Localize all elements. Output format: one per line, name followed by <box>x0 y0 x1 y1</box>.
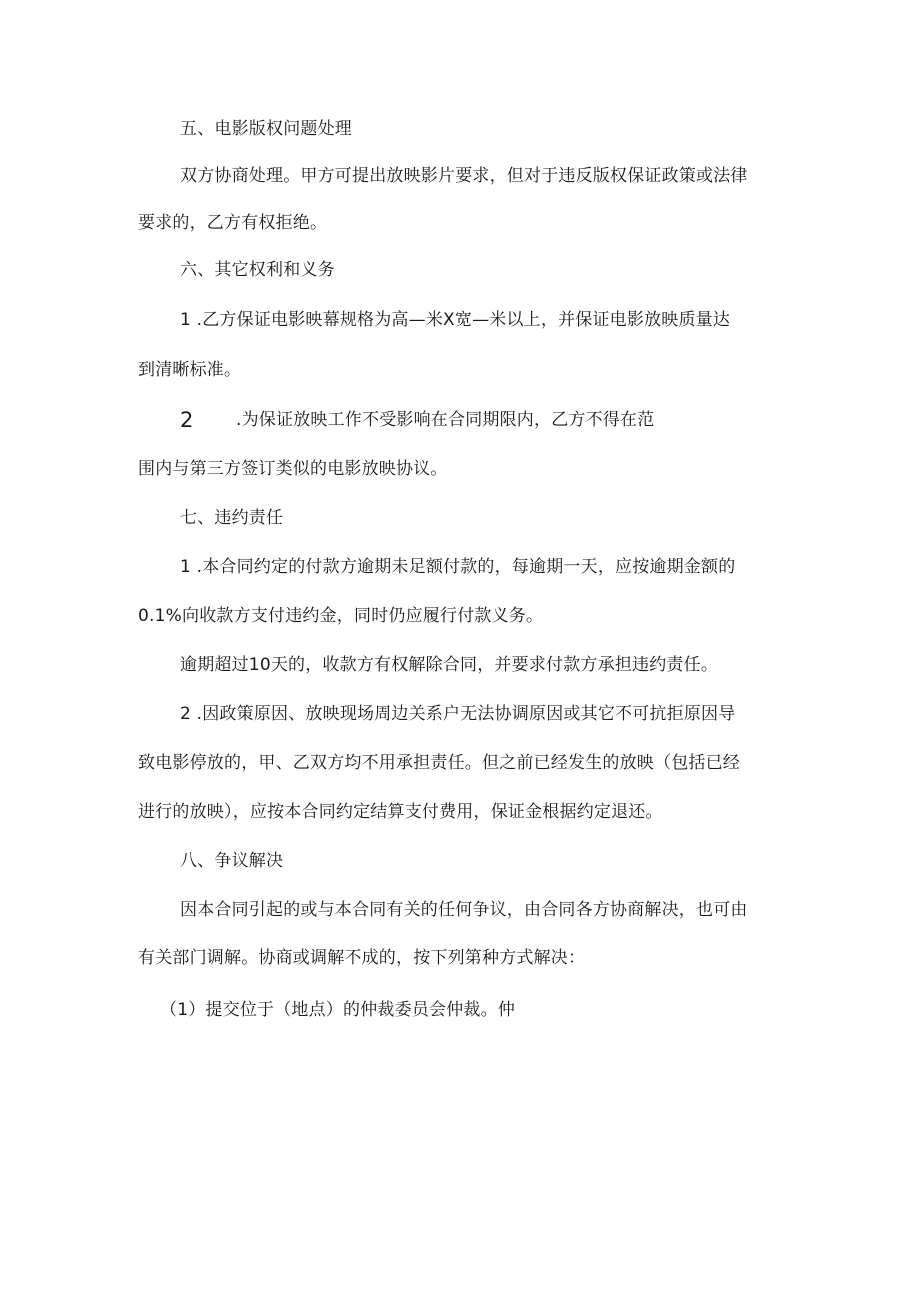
paragraph-line: 因本合同引起的或与本合同有关的任何争议，由合同各方协商解决，也可由 <box>180 900 748 920</box>
paragraph-line: 到清晰标准。 <box>138 360 242 380</box>
paragraph-line: 要求的，乙方有权拒绝。 <box>138 213 328 233</box>
paragraph-line: .为保证放映工作不受影响在合同期限内，乙方不得在范 <box>236 410 655 430</box>
list-number: 2 <box>180 408 194 432</box>
paragraph-line: 有关部门调解。协商或调解不成的，按下列第种方式解决： <box>138 948 586 968</box>
section-heading-dispute: 八、争议解决 <box>180 851 284 871</box>
paragraph-line: 0.1%向收款方支付违约金，同时仍应履行付款义务。 <box>138 606 544 626</box>
paragraph-line: 围内与第三方签订类似的电影放映协议。 <box>138 459 448 479</box>
section-heading-copyright: 五、电影版权问题处理 <box>180 119 352 139</box>
section-heading-breach: 七、违约责任 <box>180 508 284 528</box>
paragraph-line: 1 .本合同约定的付款方逾期未足额付款的，每逾期一天，应按逾期金额的 <box>180 557 736 577</box>
paragraph-line: （1）提交位于（地点）的仲裁委员会仲裁。仲 <box>160 1000 516 1020</box>
paragraph-line: 逾期超过10天的，收款方有权解除合同，并要求付款方承担违约责任。 <box>180 655 719 675</box>
section-heading-rights: 六、其它权利和义务 <box>180 260 335 280</box>
paragraph-line: 2 .因政策原因、放映现场周边关系户无法协调原因或其它不可抗拒原因导 <box>180 704 736 724</box>
paragraph-line: 双方协商处理。甲方可提出放映影片要求，但对于违反版权保证政策或法律 <box>180 166 748 186</box>
paragraph-line: 1 .乙方保证电影映幕规格为高—米X宽—米以上，并保证电影放映质量达 <box>180 310 731 330</box>
paragraph-line: 致电影停放的，甲、乙双方均不用承担责任。但之前已经发生的放映（包括已经 <box>138 753 740 773</box>
paragraph-line: 进行的放映），应按本合同约定结算支付费用，保证金根据约定退还。 <box>138 802 663 822</box>
